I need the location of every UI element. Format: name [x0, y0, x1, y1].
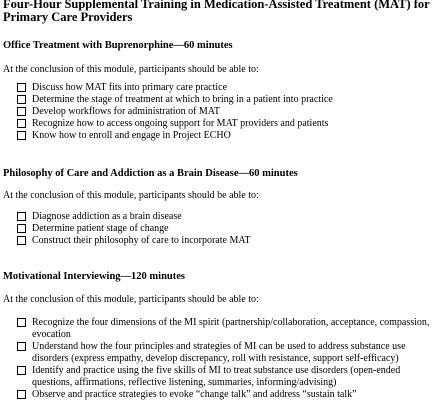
objective-text: Observe and practice strategies to evoke “change talk” and address “sustain talk”: [32, 389, 357, 400]
checkbox-icon[interactable]: [17, 342, 26, 351]
checkbox-icon[interactable]: [17, 131, 26, 140]
section-intro: At the conclusion of this module, participants should be able to:: [3, 190, 259, 201]
section-heading-motivational-interviewing: Motivational Interviewing—120 minutes: [3, 271, 185, 282]
objective-text: Identify and practice using the five skills of MI to treat substance use disorders (open-ended questions, affirmations, reflective listening, summaries, informing/advising): [32, 365, 401, 388]
checkbox-icon[interactable]: [17, 366, 26, 375]
checkbox-icon[interactable]: [17, 119, 26, 128]
objective-text: Recognize the four dimensions of the MI spirit (partnership/collaboration, acceptance, compassion, evocation: [32, 317, 430, 340]
objective-text: Diagnose addiction as a brain disease: [32, 211, 182, 222]
objective-item: [0, 341, 440, 365]
objective-item: [0, 82, 440, 94]
document-title: Four-Hour Supplemental Training in Medication-Assisted Treatment (MAT) for Primary Care Providers: [3, 0, 430, 24]
objective-text: Construct their philosophy of care to incorporate MAT: [32, 235, 251, 246]
section-heading-philosophy: Philosophy of Care and Addiction as a Brain Disease—60 minutes: [3, 168, 298, 179]
objective-list-buprenorphine: [0, 82, 440, 142]
objective-list-motivational-interviewing: [0, 317, 440, 401]
objective-text: Know how to enroll and engage in Project ECHO: [32, 130, 231, 141]
objective-text: Develop workflows for administration of MAT: [32, 106, 221, 117]
objective-text: Recognize how to access ongoing support for MAT providers and patients: [32, 118, 329, 129]
objective-item: [0, 223, 440, 235]
objective-item: [0, 317, 440, 341]
checkbox-icon[interactable]: [17, 224, 26, 233]
checkbox-icon[interactable]: [17, 236, 26, 245]
objective-item: [0, 118, 440, 130]
objective-text: Understand how the four principles and strategies of MI can be used to address substance use disorders (express empathy, develop discrepancy, roll with resistance, support self-efficacy): [32, 341, 406, 364]
objective-text: Determine patient stage of change: [32, 223, 169, 234]
objective-item: [0, 235, 440, 247]
objective-item: [0, 211, 440, 223]
section-intro: At the conclusion of this module, participants should be able to:: [3, 294, 259, 305]
section-heading-buprenorphine: Office Treatment with Buprenorphine—60 minutes: [3, 40, 233, 51]
checkbox-icon[interactable]: [17, 212, 26, 221]
checkbox-icon[interactable]: [17, 318, 26, 327]
objective-item: [0, 94, 440, 106]
checkbox-icon[interactable]: [17, 95, 26, 104]
objective-text: Discuss how MAT fits into primary care practice: [32, 82, 228, 93]
objective-item: [0, 130, 440, 142]
objective-item: [0, 106, 440, 118]
objective-list-philosophy: [0, 211, 440, 247]
section-intro: At the conclusion of this module, participants should be able to:: [3, 64, 259, 75]
checkbox-icon[interactable]: [17, 107, 26, 116]
objective-text: Determine the stage of treatment at which to bring in a patient into practice: [32, 94, 333, 105]
checkbox-icon[interactable]: [17, 83, 26, 92]
checkbox-icon[interactable]: [17, 390, 26, 399]
objective-item: [0, 365, 440, 389]
objective-item: [0, 389, 440, 401]
